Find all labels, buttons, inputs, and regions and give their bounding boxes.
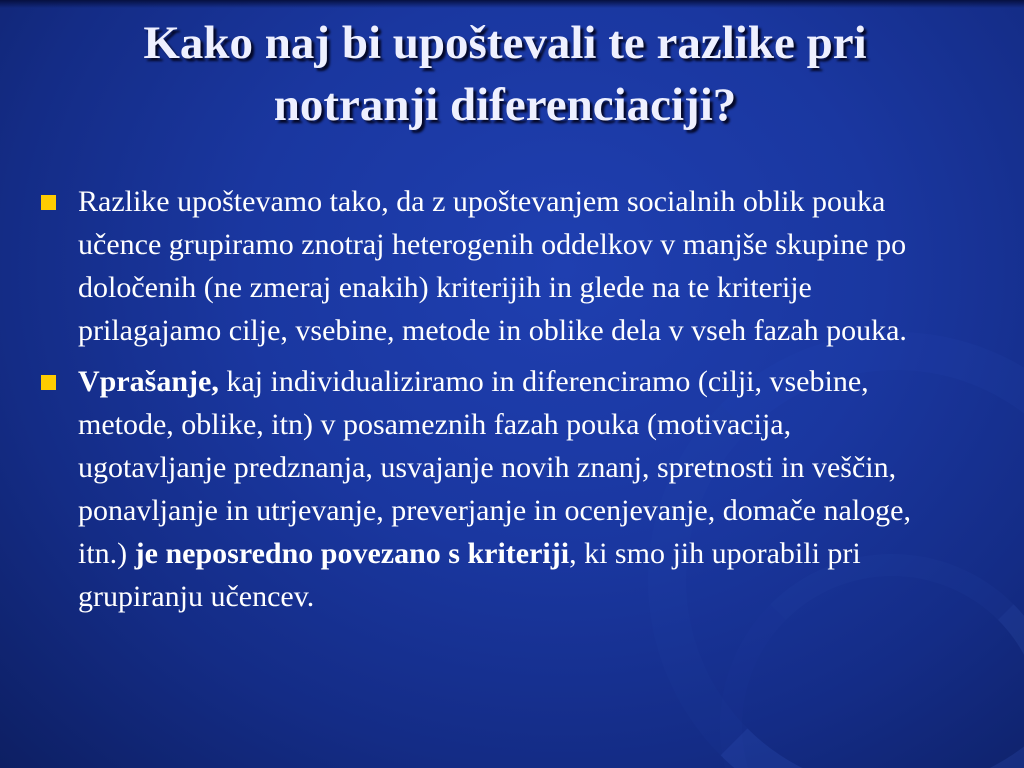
bullet-item-2 bbox=[38, 360, 938, 618]
slide-title-line-1: Kako naj bi upoštevali te razlike pri bbox=[143, 17, 867, 69]
bullet-2-bold-mid: je neposredno povezano s kriteriji bbox=[134, 537, 570, 570]
bullet-2-text-end: , ki smo jih uporabili pri grupiranju učencev. bbox=[78, 537, 861, 613]
square-bullet-icon bbox=[41, 195, 56, 210]
bullet-item-1 bbox=[38, 180, 938, 352]
slide-title-line-2: notranji diferenciaciji? bbox=[273, 79, 737, 131]
bullet-2-text-mid: kaj individualiziramo in diferenciramo (cilji, vsebine, metode, oblike, itn) v posameznih fazah pouka (motivacija, ugotavljanje predznanja, usvajanje novih znanj, spretnosti in veščin, ponavljanje in utrjevanje, preverjanje in ocenjevanje, domače naloge, itn.) bbox=[78, 365, 911, 570]
top-band bbox=[0, 0, 1024, 8]
square-bullet-icon bbox=[41, 375, 56, 390]
bullet-list bbox=[38, 180, 938, 618]
slide-title bbox=[0, 12, 1010, 136]
bullet-2-bold-lead: Vprašanje, bbox=[78, 365, 219, 398]
bullet-1-text: Razlike upoštevamo tako, da z upoštevanjem socialnih oblik pouka učence grupiramo znotraj heterogenih oddelkov v manjše skupine po določenih (ne zmeraj enakih) kriterijih in glede na te kriterije prilagajamo cilje, vsebine, metode in oblike dela v vseh fazah pouka. bbox=[78, 185, 907, 347]
